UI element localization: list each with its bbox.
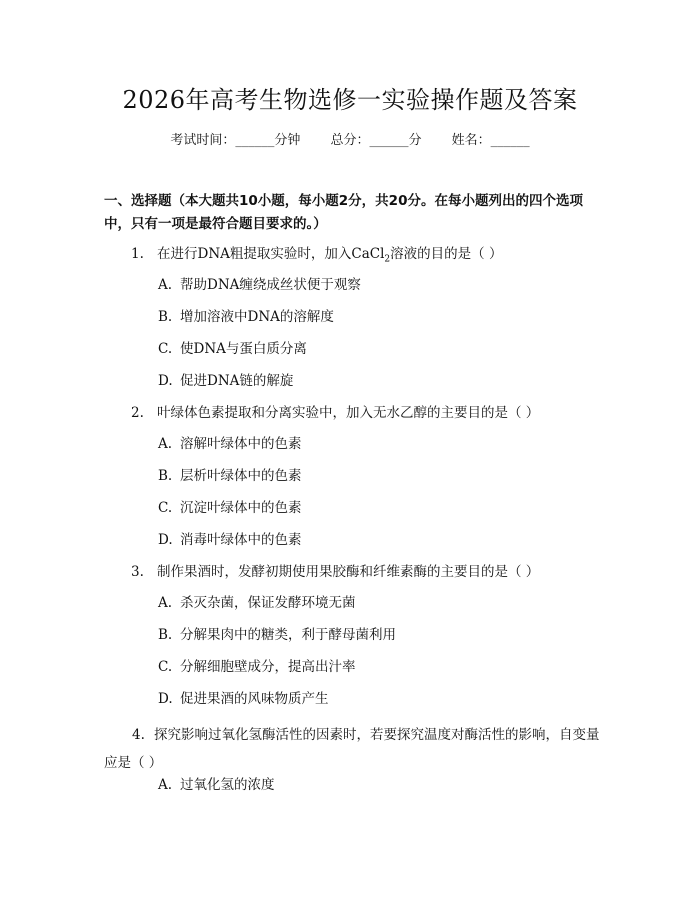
option-2d: [158, 530, 302, 550]
question-stem: 探究影响过氧化氢酶活性的因素时，若要探究温度对酶活性的影响，自变量应是（ ）: [104, 727, 600, 771]
question-3: [131, 562, 539, 582]
option-1c: [158, 339, 307, 359]
option-letter: B.: [158, 627, 173, 643]
question-number: 1.: [131, 246, 144, 262]
option-letter: C.: [158, 500, 173, 516]
option-2a: [158, 434, 302, 454]
section-heading: 一、选择题（本大题共10小题，每小题2分，共20分。在每小题列出的四个选项中，只有一项是最符合题目要求的。）: [104, 193, 583, 232]
option-letter: A.: [158, 777, 173, 793]
option-letter: A.: [158, 595, 173, 611]
total-score-field: 总分：______分: [330, 133, 422, 148]
option-text: 层析叶绿体中的色素: [180, 468, 302, 484]
option-text: 分解细胞壁成分，提高出汁率: [180, 659, 356, 675]
option-1d: [158, 371, 293, 391]
option-text: 使DNA与蛋白质分离: [180, 341, 307, 357]
question-number: 3.: [131, 564, 144, 580]
option-letter: B.: [158, 309, 173, 325]
question-stem: 制作果酒时，发酵初期使用果胶酶和纤维素酶的主要目的是（ ）: [157, 564, 540, 580]
option-letter: A.: [158, 436, 173, 452]
student-name-field: 姓名：______: [451, 133, 530, 148]
option-letter: C.: [158, 341, 173, 357]
question-stem-part: 溶液的目的是（ ）: [390, 246, 503, 262]
option-text: 杀灭杂菌，保证发酵环境无菌: [180, 595, 356, 611]
option-1b: [158, 307, 334, 327]
option-4a: [158, 775, 275, 795]
question-number: 2.: [131, 405, 144, 421]
option-2b: [158, 466, 302, 486]
option-text: 溶解叶绿体中的色素: [180, 436, 302, 452]
option-3d: [158, 689, 329, 709]
option-2c: [158, 498, 302, 518]
question-2: [131, 403, 539, 423]
option-text: 促进果酒的风味物质产生: [180, 691, 329, 707]
option-letter: D.: [158, 373, 173, 389]
exam-time-field: 考试时间：______分钟: [170, 133, 301, 148]
question-number: 4.: [132, 727, 145, 743]
option-text: 增加溶液中DNA的溶解度: [180, 309, 334, 325]
option-text: 沉淀叶绿体中的色素: [180, 500, 302, 516]
option-1a: [158, 275, 361, 295]
option-3c: [158, 657, 356, 677]
option-text: 分解果肉中的糖类，利于酵母菌利用: [180, 627, 396, 643]
question-stem-subscript: 2: [384, 254, 391, 265]
option-letter: D.: [158, 691, 173, 707]
option-text: 促进DNA链的解旋: [180, 373, 294, 389]
question-4: [104, 721, 604, 777]
question-stem: 叶绿体色素提取和分离实验中，加入无水乙醇的主要目的是（ ）: [157, 405, 540, 421]
exam-meta: [0, 131, 700, 151]
option-letter: B.: [158, 468, 173, 484]
option-text: 消毒叶绿体中的色素: [180, 532, 302, 548]
option-3a: [158, 593, 356, 613]
option-text: 过氧化氢的浓度: [180, 777, 275, 793]
option-letter: A.: [158, 277, 173, 293]
option-3b: [158, 625, 396, 645]
question-1: [131, 244, 502, 270]
page-title: 2026年高考生物选修一实验操作题及答案: [122, 86, 578, 114]
question-stem-part: 在进行DNA粗提取实验时，加入CaCl: [157, 246, 385, 262]
option-letter: C.: [158, 659, 173, 675]
option-text: 帮助DNA缠绕成丝状便于观察: [180, 277, 361, 293]
option-letter: D.: [158, 532, 173, 548]
